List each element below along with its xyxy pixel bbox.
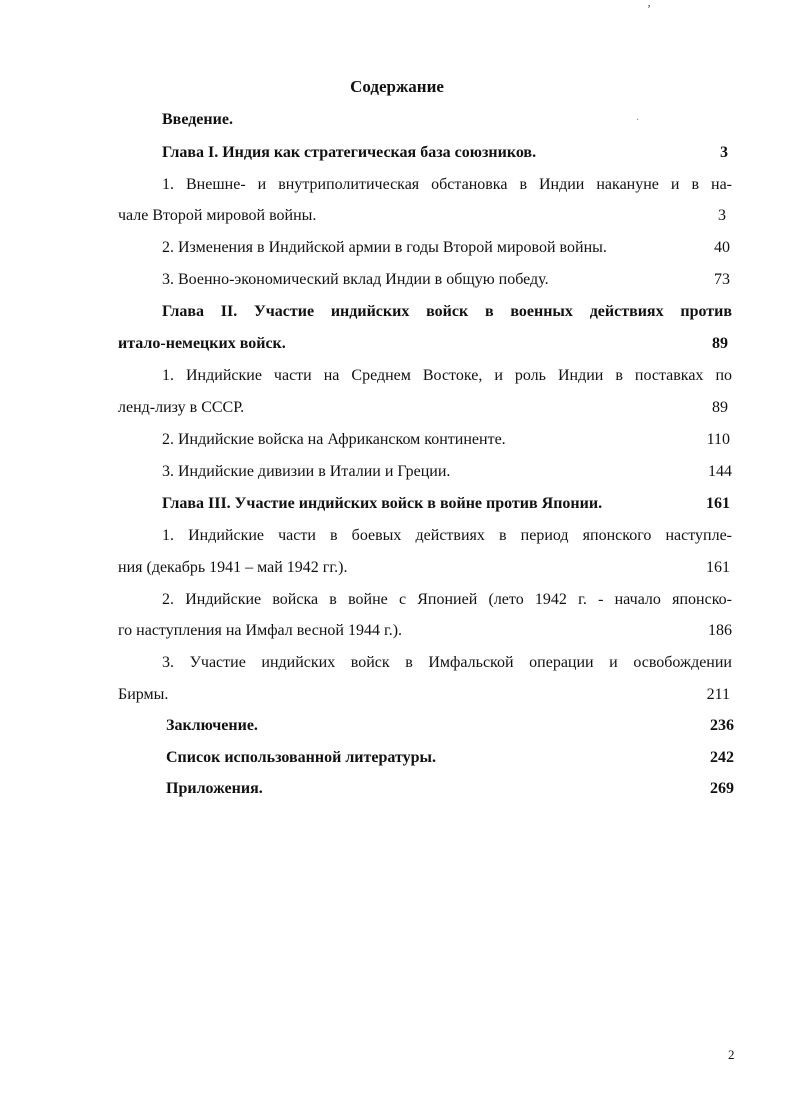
toc-page: 89	[712, 399, 728, 416]
toc-page: 144	[708, 463, 732, 480]
toc-section-2-1-line2: ленд-лизу в СССР. 89	[118, 399, 728, 416]
toc-chapter-3: Глава III. Участие индийских войск в войне против Японии. 161	[162, 495, 730, 512]
toc-section-3-1-line1: 1. Индийские части в боевых действиях в период японского наступле-	[162, 527, 732, 544]
toc-page: 73	[714, 271, 730, 288]
toc-appendices: Приложения. 269	[166, 780, 734, 797]
scan-mark: ʼ	[647, 2, 651, 16]
toc-page: 3	[718, 207, 726, 224]
toc-chapter-2-line1: Глава II. Участие индийских войск в военных действиях против	[162, 303, 732, 320]
toc-section-1-1-line1: 1. Внешне- и внутриполитическая обстановка в Индии накануне и в на-	[162, 176, 732, 193]
toc-section-1-1-line2: чале Второй мировой войны. 3	[118, 207, 726, 224]
toc-section-3-2-line1: 2. Индийские войска в войне с Японией (лето 1942 г. - начало японско-	[162, 591, 732, 608]
toc-page: 110	[706, 431, 730, 448]
page-number: 2	[728, 1047, 735, 1062]
toc-chapter-2-line2: итало-немецких войск. 89	[118, 335, 728, 352]
toc-section-3-3-line2: Бирмы. 211	[118, 686, 730, 703]
toc-section-2-2: 2. Индийские войска на Африканском континенте. 110	[162, 431, 730, 448]
toc-section-3-3-line1: 3. Участие индийских войск в Имфальской операции и освобождении	[162, 654, 732, 671]
toc-section-1-2: 2. Изменения в Индийской армии в годы Второй мировой войны. 40	[162, 239, 730, 256]
toc-introduction: Введение.	[162, 111, 233, 128]
toc-section-3-1-line2: ния (декабрь 1941 – май 1942 гг.). 161	[118, 559, 730, 576]
toc-section-1-3: 3. Военно-экономический вклад Индии в общую победу. 73	[162, 271, 730, 288]
toc-page: 236	[710, 717, 734, 734]
toc-page: 242	[710, 749, 734, 766]
toc-page: 3	[720, 144, 728, 161]
toc-conclusion: Заключение. 236	[166, 717, 734, 734]
toc-section-3-2-line2: го наступления на Имфал весной 1944 г.). 186	[118, 622, 732, 639]
toc-section-2-3: 3. Индийские дивизии в Италии и Греции. 144	[162, 463, 732, 480]
toc-page: 211	[706, 686, 730, 703]
toc-page: 40	[714, 239, 730, 256]
toc-page: 269	[710, 780, 734, 797]
toc-page: 161	[706, 495, 730, 512]
toc-bibliography: Список использованной литературы. 242	[166, 749, 734, 766]
toc-page: 186	[708, 622, 732, 639]
toc-section-2-1-line1: 1. Индийские части на Среднем Востоке, и роль Индии в поставках по	[162, 367, 732, 384]
toc-page: 161	[706, 559, 730, 576]
page-title: Содержание	[350, 77, 444, 96]
toc-chapter-1: Глава I. Индия как стратегическая база союзников. 3	[162, 144, 728, 161]
scan-dot: ·	[636, 115, 640, 126]
toc-page: 89	[712, 335, 728, 352]
